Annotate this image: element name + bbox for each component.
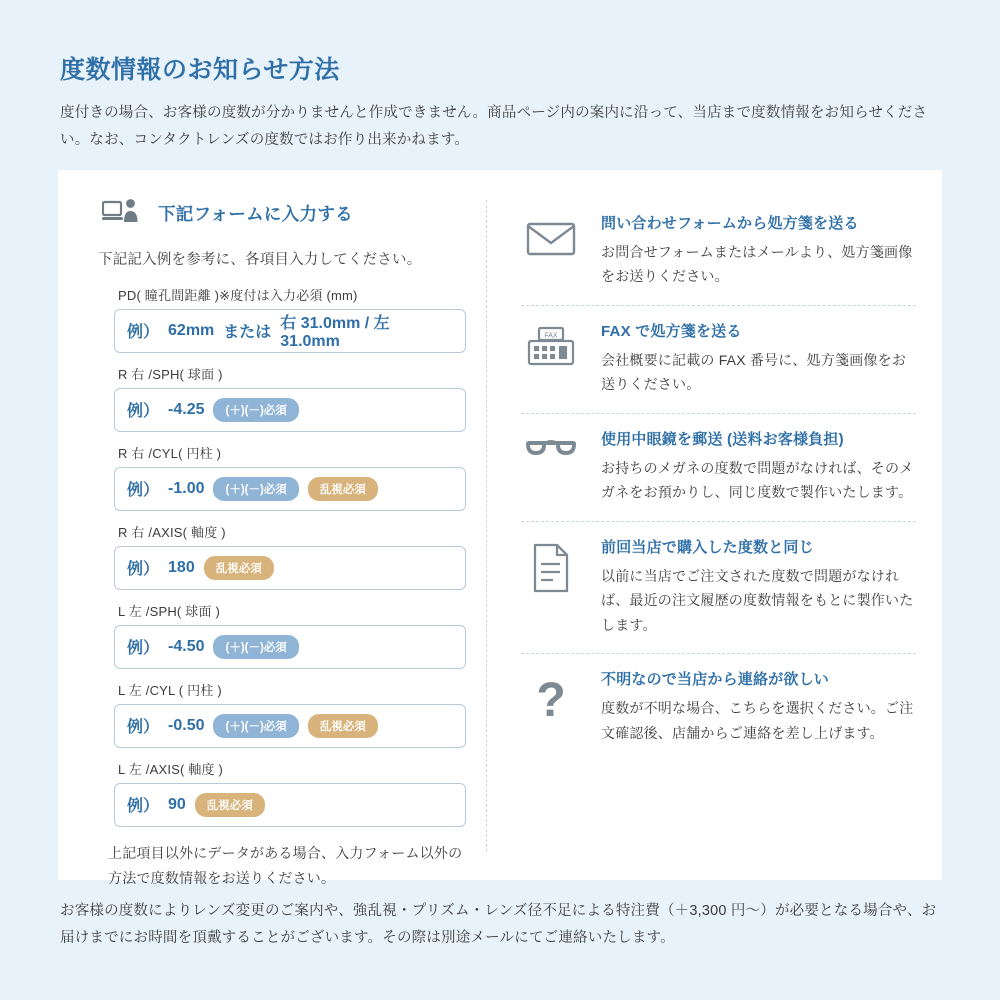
field-r-cyl[interactable]: [114, 467, 466, 511]
field-label-l-axis: L 左 /AXIS( 軸度 ): [118, 761, 224, 777]
field-r-cyl-example-prefix: 例）: [127, 482, 160, 500]
method-title: 不明なので当店から連絡が欲しい: [601, 671, 830, 689]
page-title: 度数情報のお知らせ方法: [60, 56, 340, 84]
form-input-column: [58, 170, 486, 886]
method-item-mail[interactable]: [521, 198, 916, 306]
form-input-subtitle: 下記記入例を参考に、各項目入力してください。: [98, 251, 422, 268]
document-icon: [521, 536, 581, 638]
field-pd-mid: または: [223, 324, 272, 342]
badge-astigmatism-required: 乱視必須: [308, 477, 378, 501]
field-l-sph[interactable]: [114, 625, 466, 669]
field-r-sph-example-prefix: 例）: [127, 403, 160, 421]
badge-sign-required: (＋)(－)必須: [213, 714, 298, 738]
field-r-sph[interactable]: [114, 388, 466, 432]
info-panel: [58, 170, 942, 886]
field-pd[interactable]: [114, 309, 466, 353]
method-item-unknown[interactable]: [521, 654, 916, 761]
mail-envelope-icon: [521, 212, 581, 289]
field-label-r-axis: R 右 /AXIS( 軸度 ): [118, 524, 226, 540]
method-title: 問い合わせフォームから処方箋を送る: [601, 214, 859, 232]
eyeglasses-icon: [521, 428, 581, 505]
field-pd-value-alt: 右 31.0mm / 左 31.0mm: [280, 315, 390, 351]
form-input-header: [92, 198, 468, 230]
question-mark-icon: [521, 668, 581, 745]
field-label-pd: PD( 瞳孔間距離 )※度付は入力必須 (mm): [118, 287, 358, 303]
field-label-l-sph: L 左 /SPH( 球面 ): [118, 603, 220, 619]
method-body: 以前に当店でご注文された度数で問題がなければ、最近の注文履歴の度数情報をもとに製作いたします。: [601, 567, 914, 633]
field-r-cyl-value: -1.00: [168, 479, 205, 497]
method-item-previous-order[interactable]: [521, 522, 916, 655]
method-body: お問合せフォームまたはメールより、処方箋画像をお送りください。: [601, 243, 913, 285]
field-r-axis[interactable]: [114, 546, 466, 590]
method-item-mail-glasses[interactable]: [521, 414, 916, 522]
svg-text:?: ?: [536, 674, 566, 727]
form-input-title: 下記フォームに入力する: [158, 204, 353, 225]
field-l-cyl[interactable]: [114, 704, 466, 748]
form-input-icon: [102, 198, 142, 230]
svg-text:FAX: FAX: [544, 332, 558, 340]
footer-note: お客様の度数によりレンズ変更のご案内や、強乱視・プリズム・レンズ径不足による特注費（＋3,300 円〜）が必要となる場合や、お届けまでにお時間を頂戴することがございます。その際は別途メールにてご連絡いたします。: [60, 902, 937, 947]
badge-sign-required: (＋)(－)必須: [213, 398, 298, 422]
field-label-r-cyl: R 右 /CYL( 円柱 ): [118, 445, 222, 461]
field-label-l-cyl: L 左 /CYL ( 円柱 ): [118, 682, 222, 698]
method-body: 度数が不明な場合、こちらを選択ください。ご注文確認後、店舗からご連絡を差し上げます。: [601, 700, 914, 741]
field-l-cyl-value: -0.50: [168, 716, 205, 734]
field-pd-example-prefix: 例）: [127, 324, 160, 342]
fax-machine-icon: [521, 320, 581, 397]
field-r-axis-example-prefix: 例）: [127, 561, 160, 579]
field-l-axis-example-prefix: 例）: [127, 798, 160, 816]
intro-text: 度付きの場合、お客様の度数が分かりませんと作成できません。商品ページ内の案内に沿って、当店まで度数情報をお知らせください。なお、コンタクトレンズの度数ではお作り出来かねます。: [60, 105, 928, 148]
field-l-sph-value: -4.50: [168, 637, 205, 655]
badge-astigmatism-required: 乱視必須: [195, 793, 265, 817]
field-label-r-sph: R 右 /SPH( 球面 ): [118, 366, 223, 382]
field-l-axis[interactable]: [114, 783, 466, 827]
field-l-sph-example-prefix: 例）: [127, 640, 160, 658]
badge-astigmatism-required: 乱視必須: [204, 556, 274, 580]
method-title: FAX で処方箋を送る: [601, 322, 742, 340]
badge-sign-required: (＋)(－)必須: [213, 635, 298, 659]
methods-column: [487, 170, 942, 880]
method-body: 会社概要に記載の FAX 番号に、処方箋画像をお送りください。: [601, 351, 907, 393]
field-pd-value: 62mm: [168, 321, 215, 339]
form-input-note: 上記項目以外にデータがある場合、入力フォーム以外の方法で度数情報をお送りください。: [108, 844, 463, 886]
method-title: 前回当店で購入した度数と同じ: [601, 538, 814, 556]
method-body: お持ちのメガネの度数で問題がなければ、そのメガネをお預かりし、同じ度数で製作いたします。: [601, 459, 914, 501]
field-r-sph-value: -4.25: [168, 400, 205, 418]
field-l-axis-value: 90: [168, 795, 186, 813]
field-l-cyl-example-prefix: 例）: [127, 719, 160, 737]
field-r-axis-value: 180: [168, 558, 195, 576]
badge-sign-required: (＋)(－)必須: [213, 477, 298, 501]
method-item-fax[interactable]: [521, 306, 916, 414]
method-title: 使用中眼鏡を郵送 (送料お客様負担): [601, 430, 844, 448]
badge-astigmatism-required: 乱視必須: [308, 714, 378, 738]
